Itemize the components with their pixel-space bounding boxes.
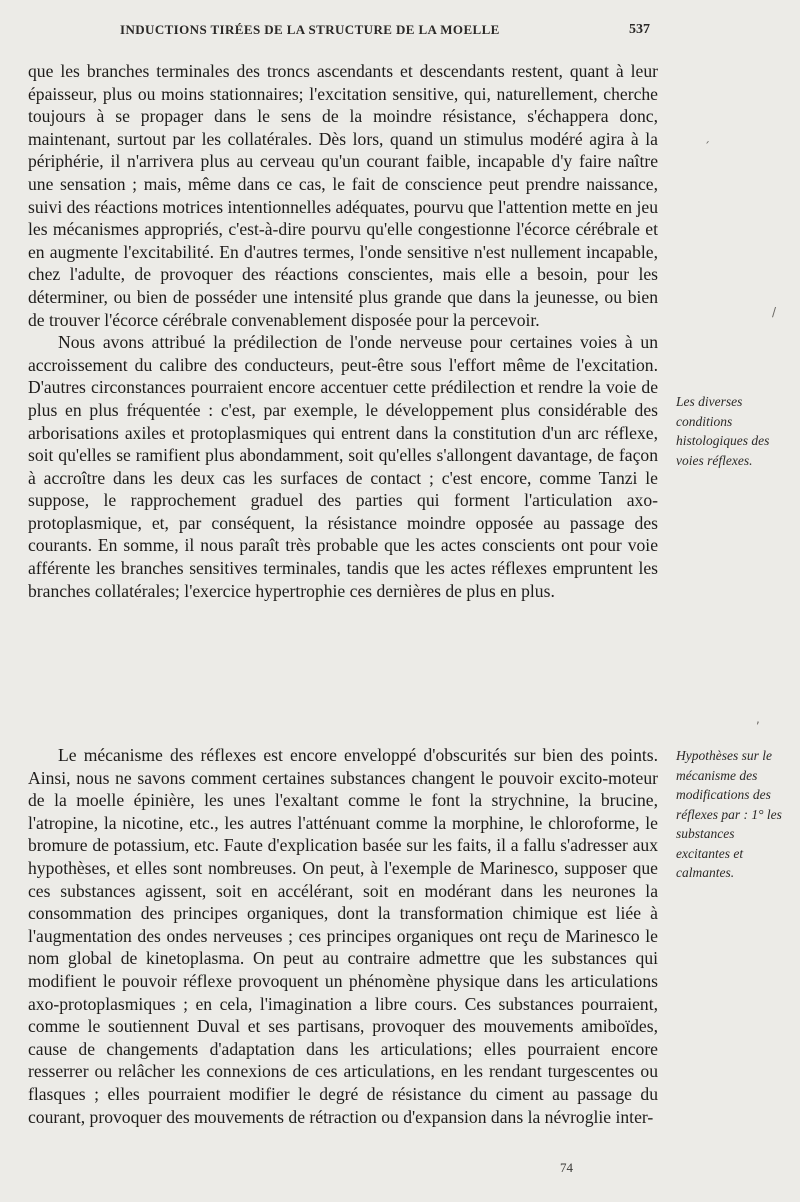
body-text-block-1 [28,60,658,602]
signature-mark: 74 [560,1160,573,1175]
speck-mark: , [756,712,760,726]
speck-mark: ˊ [704,140,710,154]
running-title: INDUCTIONS TIRÉES DE LA STRUCTURE DE LA MOELLE [120,22,500,37]
body-text-block-2 [28,744,658,1128]
margin-note-hypotheses: Hypothèses sur le mécanisme des modifications des réflexes par : 1° les substances excitantes et calmantes. [676,748,782,880]
running-head [60,22,660,44]
paragraph-3: Le mécanisme des réflexes est encore enveloppé d'obscurités sur bien des points. Ainsi, nous ne savons comment certaines substances changent le pouvoir excito-moteur de la moelle épinière, les unes l'exaltant comme le font la strychnine, la brucine, l'atropine, la nicotine, etc., les autres l'atténuant comme la morphine, le chloroforme, le bromure de potassium, etc. Faute d'explication basée sur les faits, il a fallu s'adresser aux hypothèses, et elles sont nombreuses. On peut, à l'exemple de Marinesco, supposer que ces substances agissent, soit en accélérant, soit en modérant dans les neurones la consommation des principes organiques, dont la transformation chimique est liée à l'augmentation des ondes nerveuses ; ces principes organiques ont reçu de Marinesco le nom global de kinetoplasma. On peut au contraire admettre que les substances qui modifient le pouvoir réflexe provoquent un phénomène physique dans les articulations axo-protoplasmiques ; en cela, l'imagination a libre cours. Ces substances pourraient, comme le soutiennent Duval et ses partisans, provoquer des mouvements amiboïdes, cause de changements d'adaptation dans les articulations; elles pourraient encore resserrer ou relâcher les connexions de ces articulations, en les rendant turgescentes ou flasques ; elles pourraient modifier le degré de résistance du ciment au passage du courant, provoquer des mouvements de rétraction ou d'expansion dans la névroglie inter- [28,745,658,1127]
margin-note-conditions: Les diverses conditions histologiques des voies réflexes. [676,394,770,468]
paragraph-1: que les branches terminales des troncs ascendants et descendants restent, quant à leur épaisseur, plus ou moins stationnaires; l'excitation sensitive, qui, naturellement, cherche toujours à se propager dans le sens de la moindre résistance, s'échappera donc, maintenant, surtout par les collatérales. Dès lors, quand un stimulus modéré agira à la périphérie, il n'arrivera plus au cerveau qu'un courant faible, incapable d'y faire naître une sensation ; mais, même dans ce cas, le fait de conscience peut prendre naissance, suivi des réactions motrices intentionnelles adéquates, pourvu que l'attention mette en jeu les mécanismes appropriés, c'est-à-dire pourvu qu'elle congestionne l'écorce cérébrale et en augmente l'excitabilité. En d'autres termes, l'onde sensitive n'est nullement incapable, chez l'adulte, de provoquer des réactions conscientes, mais elle a besoin, pour les déterminer, ou bien de posséder une intensité plus grande que dans la jeunesse, ou bien de trouver l'écorce cérébrale convenablement disposée pour la percevoir. [28,61,658,330]
speck-mark: / [772,305,777,319]
page-number: 537 [629,22,650,37]
paragraph-2: Nous avons attribué la prédilection de l'onde nerveuse pour certaines voies à un accroissement du calibre des conducteurs, peut-être sous l'effort même de l'excitation. D'autres circonstances pourraient encore accentuer cette prédilection et rendre la voie de plus en plus fréquentée : c'est, par exemple, le développement plus considérable des arborisations axiles et protoplasmiques qui entrent dans la constitution d'un arc réflexe, soit qu'elles se ramifient plus abondamment, soit qu'elles s'allongent davantage, de façon à accroître dans les deux cas les surfaces de contact ; c'est encore, comme Tanzi le suppose, le rapprochement graduel des parties qui forment l'articulation axo-protoplasmique, et, par conséquent, la résistance moindre opposée au passage des courants. En somme, il nous paraît très probable que les actes conscients ont pour voie afférente les branches sensitives terminales, tandis que les actes réflexes empruntent les branches collatérales; l'exercice hypertrophie ces dernières de plus en plus. [28,332,658,601]
